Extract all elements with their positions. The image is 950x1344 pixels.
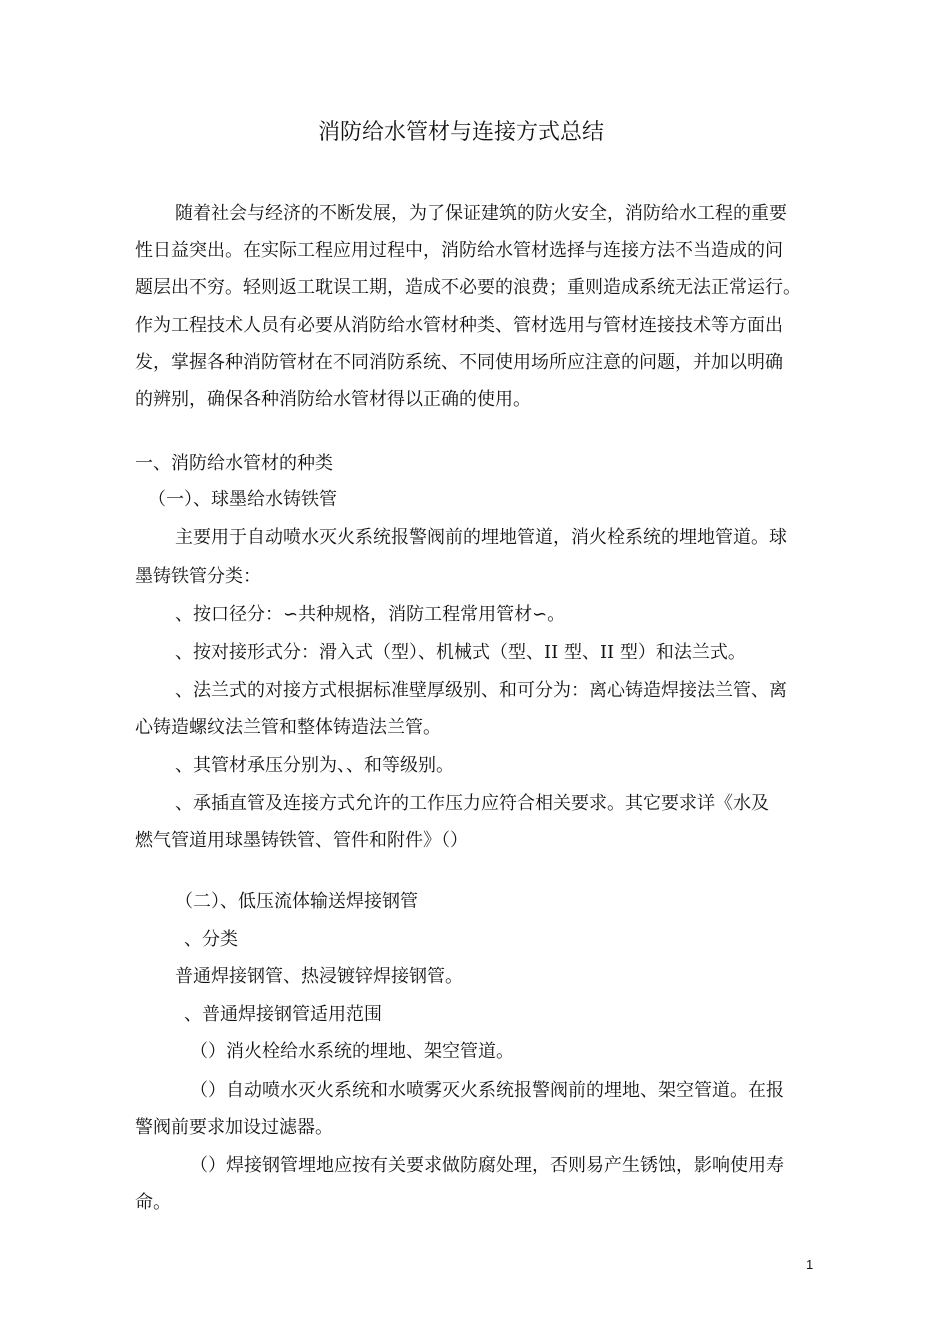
intro-line-6: 的辨别，确保各种消防给水管材得以正确的使用。 xyxy=(135,389,531,410)
page-title: 消防给水管材与连接方式总结 xyxy=(318,120,605,145)
scope-item: （）自动喷水灭火系统和水喷雾灭火系统报警阀前的埋地、架空管道。在报 xyxy=(190,1080,784,1101)
list-item: 、按口径分：∽共种规格，消防工程常用管材∽。 xyxy=(175,604,566,625)
list-item-continued: 燃气管道用球墨铸铁管、管件和附件》（） xyxy=(135,830,468,851)
classify-text: 普通焊接钢管、热浸镀锌焊接钢管。 xyxy=(175,966,463,987)
intro-line-5: 发，掌握各种消防管材在不同消防系统、不同使用场所应注意的问题，并加以明确 xyxy=(135,352,783,373)
intro-line-2: 性日益突出。在实际工程应用过程中，消防给水管材选择与连接方法不当造成的问 xyxy=(135,240,783,261)
list-item: 、法兰式的对接方式根据标准壁厚级别、和可分为：离心铸造焊接法兰管、离 xyxy=(175,680,787,701)
intro-line-4: 作为工程技术人员有必要从消防给水管材种类、管材选用与管材连接技术等方面出 xyxy=(135,315,783,336)
classify-heading: 、分类 xyxy=(184,929,238,950)
scope-item-continued: 命。 xyxy=(135,1192,171,1213)
scope-item: （）消火栓给水系统的埋地、架空管道。 xyxy=(190,1041,514,1062)
intro-line-3: 题层出不穷。轻则返工耽误工期，造成不必要的浪费；重则造成系统无法正常运行。 xyxy=(135,277,801,298)
scope-item-continued: 警阀前要求加设过滤器。 xyxy=(135,1117,333,1138)
list-item: 、其管材承压分别为、、和等级别。 xyxy=(175,755,454,776)
para-line: 主要用于自动喷水灭火系统报警阀前的埋地管道，消火栓系统的埋地管道。球 xyxy=(175,527,787,548)
list-item: 、承插直管及连接方式允许的工作压力应符合相关要求。其它要求详《水及 xyxy=(175,793,769,814)
section-heading: 一、消防给水管材的种类 xyxy=(135,453,333,474)
page-number: 1 xyxy=(806,1257,814,1272)
subsection-heading-welded-steel: （二）、低压流体输送焊接钢管 xyxy=(175,891,418,912)
scope-item: （）焊接钢管埋地应按有关要求做防腐处理，否则易产生锈蚀，影响使用寿 xyxy=(190,1155,784,1176)
intro-line-1: 随着社会与经济的不断发展，为了保证建筑的防火安全，消防给水工程的重要 xyxy=(175,203,787,224)
list-item: 、按对接形式分：滑入式（型）、机械式（型、II 型、II 型）和法兰式。 xyxy=(175,642,746,663)
para-line: 墨铸铁管分类： xyxy=(135,566,261,587)
list-item-continued: 心铸造螺纹法兰管和整体铸造法兰管。 xyxy=(135,717,441,738)
subsection-heading-ductile-iron: （一）、球墨给水铸铁管 xyxy=(148,489,337,510)
scope-heading: 、普通焊接钢管适用范围 xyxy=(184,1004,382,1025)
